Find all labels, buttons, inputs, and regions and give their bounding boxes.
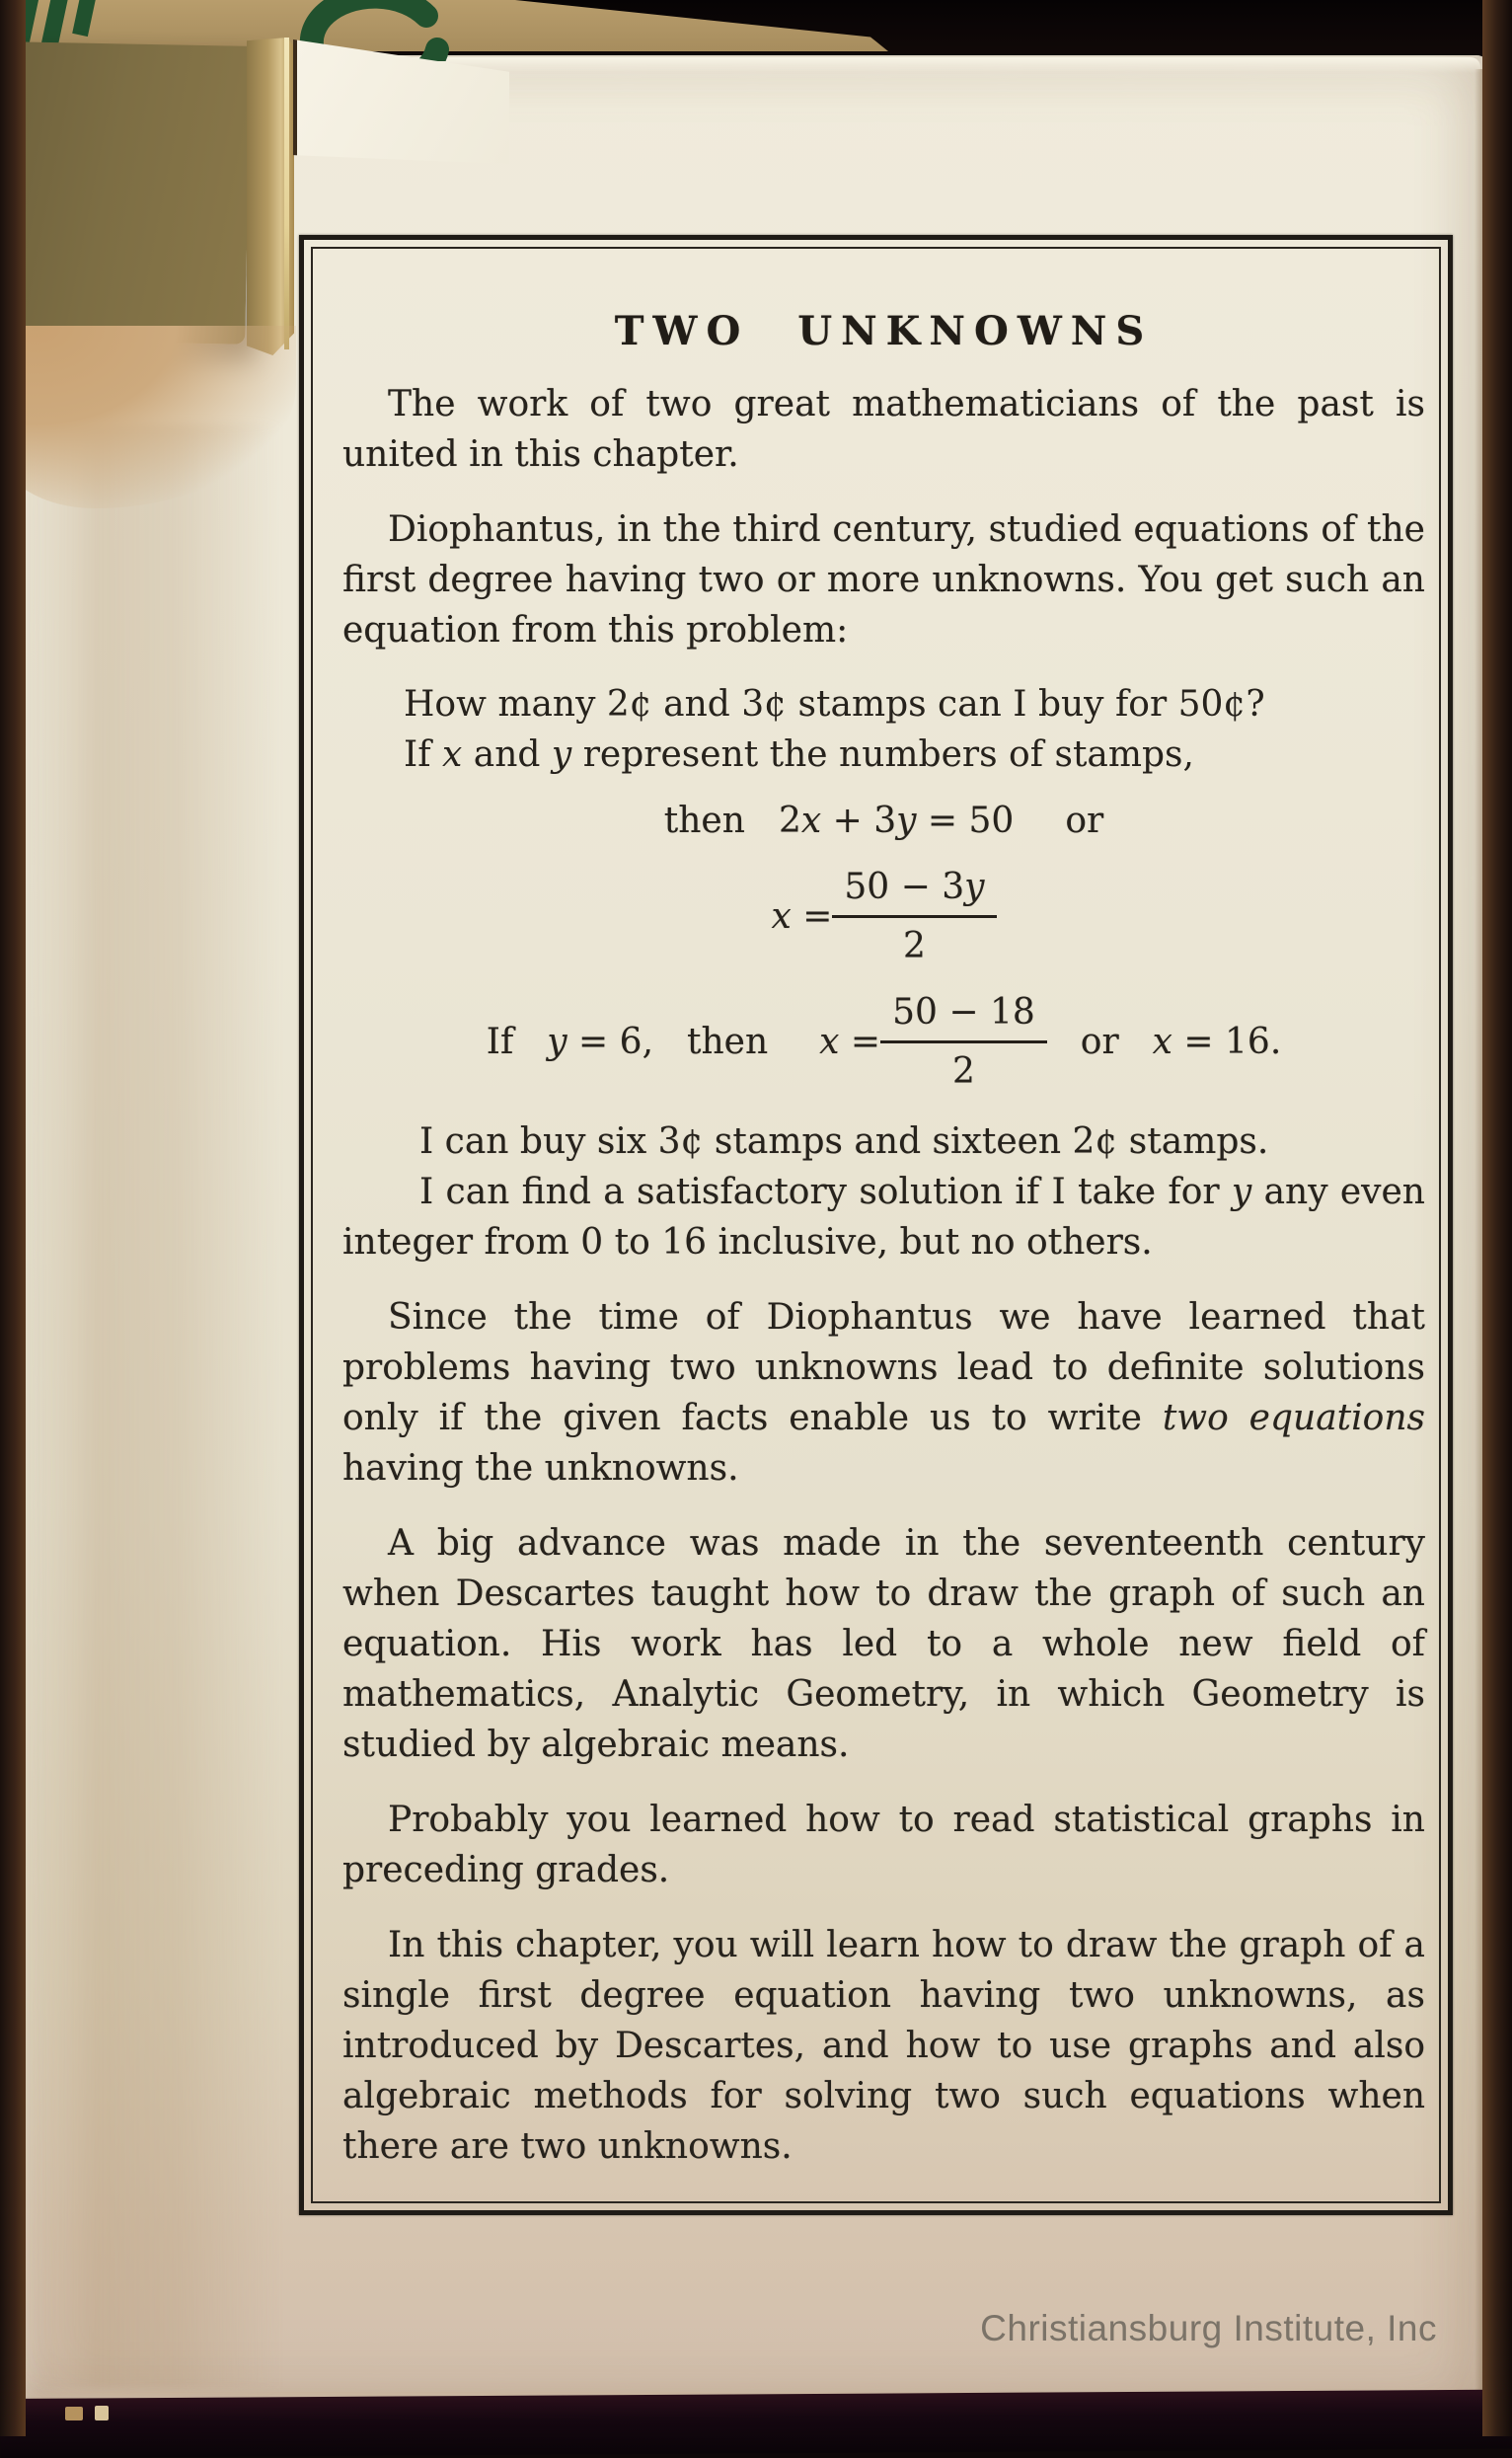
fraction-denominator: 2 [951,1051,975,1092]
chapter-title: TWO UNKNOWNS [614,308,1154,354]
equation-lhs: x = [771,896,833,937]
equation-result: x = 16. [1152,1022,1282,1062]
page-frame-inner [311,247,1441,2203]
paragraph-intro: The work of two great mathematicians of the past is united in this chapter. [342,384,1425,475]
paragraph-satisfactory: I can find a satisfactory solution if I take for y any even integer from 0 to 16 inclusive, but no others. [342,1172,1425,1263]
fraction [880,987,1047,1097]
bookmark [0,41,251,345]
page-gutter-shading [34,424,280,2389]
math-var-x: x [442,734,463,775]
equation-word-then: then [687,1022,769,1062]
fraction-numerator: 50 − 3y [844,867,985,907]
equation-body: 2x + 3y = 50 [778,801,1015,841]
equation-example [342,987,1425,1097]
math-var-y: y [1231,1172,1252,1212]
equation-word-or: or [1065,801,1104,841]
photo-dark-edge-left [0,0,26,2436]
equation-then [342,796,1425,846]
equation-lhs: x = [819,1022,881,1062]
paragraph-diophantus: Diophantus, in the third century, studied equations of the first degree having two or more unknowns. You get such an equation from this problem: [342,509,1425,651]
page-edge-mark [95,2406,109,2420]
problem-line-2: If x and y represent the numbers of stamps, [404,734,1194,775]
photo-dark-background-bottom [0,2389,1512,2458]
equation-word-if: If [486,1022,514,1062]
watermark: Christiansburg Institute, Inc [980,2308,1437,2348]
math-var-x: x [1152,1022,1172,1062]
fraction-denominator: 2 [903,926,926,966]
paragraph-descartes: A big advance was made in the seventeenth century when Descartes taught how to draw the graph of such an equation. His work has led to a whole new field of mathematics, Analytic Geometry, in which Geometry is studied by algebraic means. [342,1523,1425,1765]
math-var-y: y [964,867,985,907]
paragraph-probably: Probably you learned how to read statistical graphs in preceding grades. [342,1800,1425,1890]
paragraph-buy: I can buy six 3¢ stamps and sixteen 2¢ stamps. [419,1121,1269,1162]
solution-text [342,1116,1425,1267]
math-var-x: x [771,896,792,937]
equation-word-or: or [1080,1022,1119,1062]
problem-statement [404,679,1425,780]
page-edge-mark [65,2407,83,2420]
equation-solve-for-x [342,862,1425,971]
page-frame [299,235,1453,2215]
emphasis-two-equations: two equations [1162,1398,1425,1438]
paragraph-chapter: In this chapter, you will learn how to draw the graph of a single first degree equation having two unknowns, as introduced by Descartes, and how to use graphs and also algebraic methods for solving two such equations when there are two unknowns. [342,1925,1425,2167]
bookmark-highlight [284,38,289,349]
problem-line-1: How many 2¢ and 3¢ stamps can I buy for 50¢? [404,684,1265,725]
photo-dark-edge-right [1482,0,1512,2436]
paragraph-since: Since the time of Diophantus we have learned that problems having two unknowns lead to definite solutions only if the given facts enable us to write two equations having the unknowns. [342,1297,1425,1489]
equation-condition: y = 6, [547,1022,654,1062]
fraction-numerator: 50 − 18 [892,992,1035,1033]
math-var-x: x [819,1022,840,1062]
equation-word-then: then [663,801,745,841]
math-var-y: y [551,734,572,775]
math-var-x: x [800,801,822,841]
math-var-y: y [547,1022,567,1062]
math-var-y: y [896,801,917,841]
fraction [832,862,996,971]
